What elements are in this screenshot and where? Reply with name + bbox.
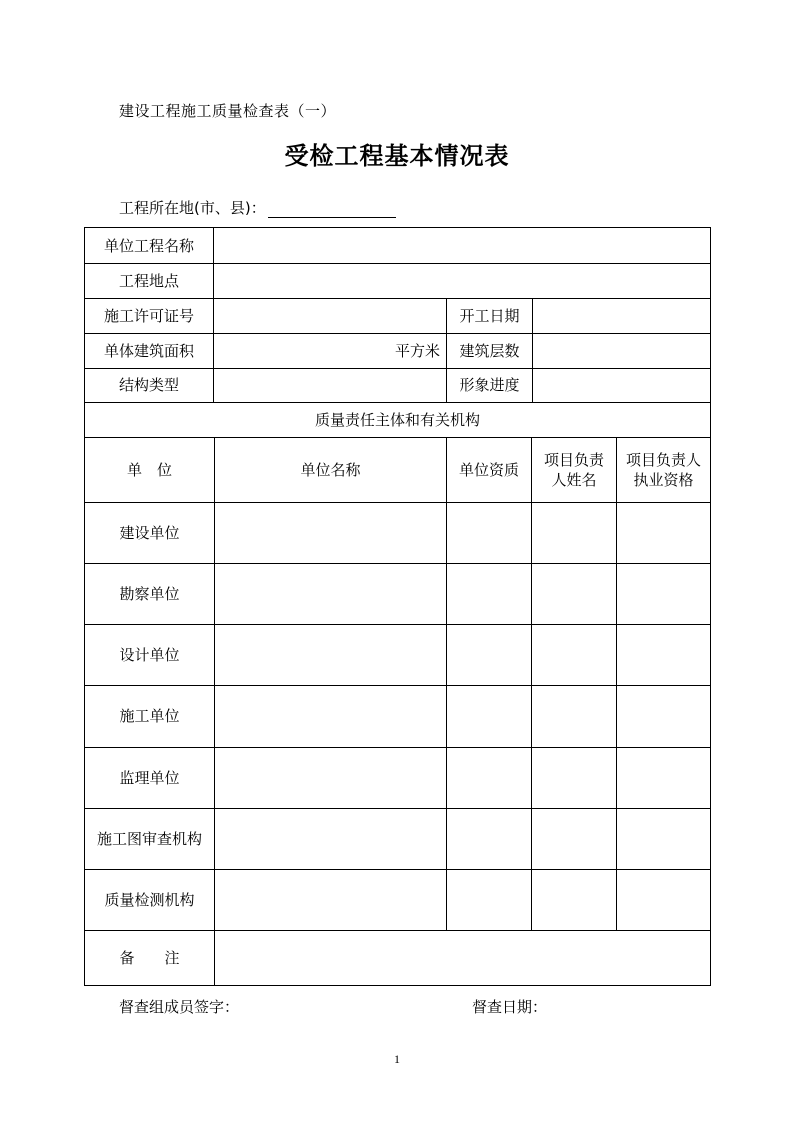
- label-progress: 形象进度: [459, 376, 520, 394]
- project-location-cell[interactable]: [214, 263, 710, 298]
- col-divider: [531, 437, 532, 930]
- row-builder-unit: 施工单位: [119, 707, 180, 725]
- label-building-area: 单体建筑面积: [103, 341, 194, 360]
- remarks-field[interactable]: [215, 930, 710, 985]
- inspector-signature-label: 督查组成员签字：: [119, 998, 240, 1016]
- row-remarks: 备 注: [119, 948, 180, 967]
- unit-project-name-field[interactable]: [214, 228, 710, 263]
- form-subtitle: 建设工程施工质量检查表（一）: [119, 102, 337, 120]
- label-start-date: 开工日期: [459, 306, 520, 325]
- project-location-label: 工程所在地(市、县)：: [119, 199, 266, 217]
- row-design-unit: 设计单位: [119, 645, 180, 664]
- row-supervision-unit: 监理单位: [119, 768, 180, 787]
- label-unit-project-name: 单位工程名称: [103, 236, 194, 255]
- row-quality-testing: 质量检测机构: [104, 890, 195, 909]
- row-construction-unit: 建设单位: [119, 523, 180, 542]
- row-survey-unit: 勘察单位: [119, 584, 180, 603]
- label-permit-no: 施工许可证号: [103, 306, 194, 325]
- structure-type-field[interactable]: [214, 368, 446, 402]
- col-header-manager-name: 项目负责人姓名: [543, 450, 604, 489]
- project-location-field: [119, 197, 396, 218]
- page-number: 1: [394, 1052, 400, 1066]
- form-title: 受检工程基本情况表: [284, 142, 510, 170]
- permit-no-field[interactable]: [214, 298, 446, 333]
- section-title: 质量责任主体和有关机构: [314, 410, 480, 429]
- label-structure-type: 结构类型: [118, 376, 179, 394]
- col-header-unit: 单 位: [126, 460, 172, 479]
- col-divider: [446, 437, 447, 930]
- label-project-location: 工程地点: [118, 271, 179, 290]
- start-date-field[interactable]: [533, 298, 710, 333]
- col-header-unit-name: 单位名称: [300, 460, 361, 479]
- col-header-manager-cert: 项目负责人执业资格: [625, 450, 701, 489]
- inspection-table: [84, 227, 711, 986]
- building-area-unit: 平方米: [394, 341, 440, 360]
- row-drawing-review: 施工图审查机构: [96, 829, 202, 848]
- floors-field[interactable]: [533, 333, 710, 368]
- col-divider: [616, 437, 617, 930]
- progress-field[interactable]: [533, 368, 710, 402]
- col-header-qualification: 单位资质: [458, 460, 519, 479]
- inspection-date-label: 督查日期：: [472, 998, 548, 1016]
- project-location-blank[interactable]: [268, 202, 396, 218]
- label-floors: 建筑层数: [459, 341, 520, 360]
- col-divider: [214, 437, 215, 985]
